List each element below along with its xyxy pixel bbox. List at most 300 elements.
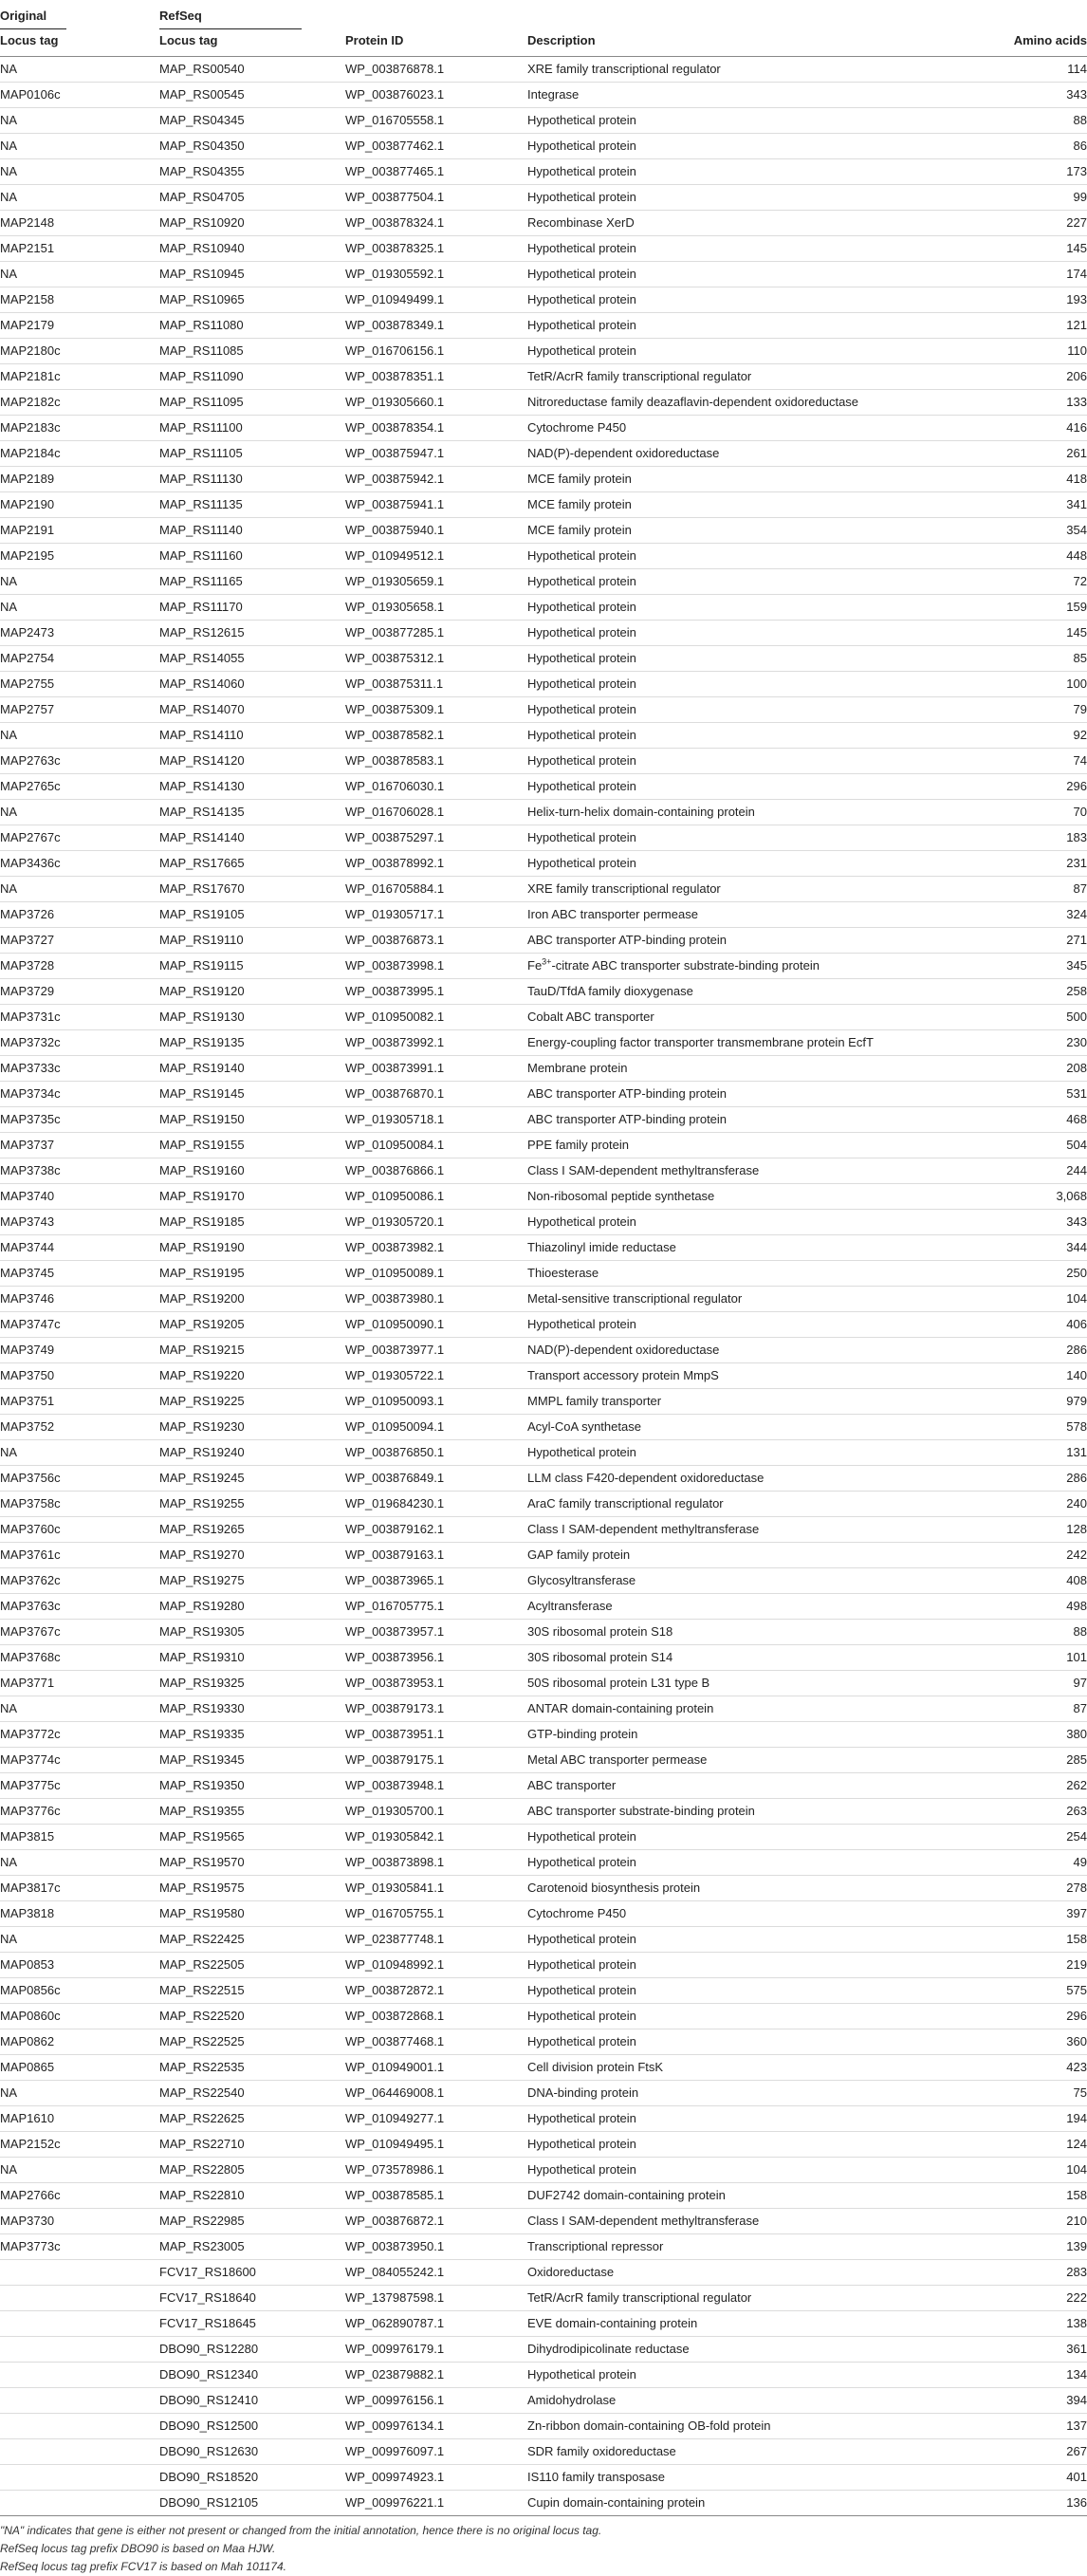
refseq-locus-cell: MAP_RS17670 bbox=[159, 877, 345, 902]
refseq-locus-cell: MAP_RS10940 bbox=[159, 236, 345, 262]
original-locus-cell: MAP3732c bbox=[0, 1030, 159, 1056]
table-row bbox=[0, 1517, 1087, 1543]
protein-id-cell: WP_003873948.1 bbox=[345, 1773, 527, 1799]
table-row bbox=[0, 1901, 1087, 1927]
description-cell: Helix-turn-helix domain-containing protein bbox=[527, 800, 1005, 825]
refseq-locus-cell: DBO90_RS12280 bbox=[159, 2337, 345, 2363]
description-cell: ABC transporter ATP-binding protein bbox=[527, 1107, 1005, 1133]
table-row bbox=[0, 441, 1087, 467]
amino-acids-cell: 87 bbox=[1005, 877, 1087, 902]
table-row bbox=[0, 1133, 1087, 1158]
refseq-locus-cell: MAP_RS19190 bbox=[159, 1235, 345, 1261]
amino-acids-cell: 137 bbox=[1005, 2414, 1087, 2439]
refseq-locus-cell: MAP_RS14055 bbox=[159, 646, 345, 672]
original-locus-cell: NA bbox=[0, 800, 159, 825]
refseq-locus-cell: MAP_RS11130 bbox=[159, 467, 345, 492]
amino-acids-cell: 267 bbox=[1005, 2439, 1087, 2465]
table-row bbox=[0, 1568, 1087, 1594]
table-row bbox=[0, 1543, 1087, 1568]
table-row bbox=[0, 518, 1087, 544]
refseq-locus-cell: MAP_RS22505 bbox=[159, 1953, 345, 1978]
table-row bbox=[0, 697, 1087, 723]
protein-id-cell: WP_003876866.1 bbox=[345, 1158, 527, 1184]
col-description: Description bbox=[527, 29, 1005, 57]
original-locus-cell: MAP2180c bbox=[0, 339, 159, 364]
table-row bbox=[0, 2106, 1087, 2132]
amino-acids-cell: 208 bbox=[1005, 1056, 1087, 1082]
table-row bbox=[0, 2209, 1087, 2234]
refseq-locus-cell: MAP_RS11095 bbox=[159, 390, 345, 416]
refseq-locus-cell: MAP_RS00545 bbox=[159, 83, 345, 108]
protein-id-cell: WP_003877285.1 bbox=[345, 621, 527, 646]
description-cell: TetR/AcrR family transcriptional regulator bbox=[527, 364, 1005, 390]
original-locus-cell: NA bbox=[0, 595, 159, 621]
amino-acids-cell: 231 bbox=[1005, 851, 1087, 877]
description-cell: 50S ribosomal protein L31 type B bbox=[527, 1671, 1005, 1696]
original-locus-cell: MAP3749 bbox=[0, 1338, 159, 1363]
refseq-locus-cell: MAP_RS19205 bbox=[159, 1312, 345, 1338]
amino-acids-cell: 145 bbox=[1005, 236, 1087, 262]
description-cell: Hypothetical protein bbox=[527, 595, 1005, 621]
refseq-locus-cell: MAP_RS22985 bbox=[159, 2209, 345, 2234]
description-cell: Class I SAM-dependent methyltransferase bbox=[527, 1158, 1005, 1184]
original-locus-cell: MAP3738c bbox=[0, 1158, 159, 1184]
table-row bbox=[0, 467, 1087, 492]
original-locus-cell: MAP3774c bbox=[0, 1748, 159, 1773]
table-row bbox=[0, 262, 1087, 287]
protein-id-cell: WP_019305717.1 bbox=[345, 902, 527, 928]
protein-id-cell: WP_003877504.1 bbox=[345, 185, 527, 211]
refseq-locus-cell: DBO90_RS12105 bbox=[159, 2491, 345, 2516]
original-locus-cell bbox=[0, 2363, 159, 2388]
amino-acids-cell: 345 bbox=[1005, 954, 1087, 979]
group-original-label: Original bbox=[0, 6, 66, 29]
amino-acids-cell: 72 bbox=[1005, 569, 1087, 595]
table-body bbox=[0, 57, 1087, 2516]
protein-id-cell: WP_062890787.1 bbox=[345, 2311, 527, 2337]
original-locus-cell: MAP1610 bbox=[0, 2106, 159, 2132]
refseq-locus-cell: DBO90_RS12410 bbox=[159, 2388, 345, 2414]
amino-acids-cell: 296 bbox=[1005, 774, 1087, 800]
amino-acids-cell: 97 bbox=[1005, 1671, 1087, 1696]
original-locus-cell: NA bbox=[0, 723, 159, 749]
description-cell: Cytochrome P450 bbox=[527, 416, 1005, 441]
amino-acids-cell: 271 bbox=[1005, 928, 1087, 954]
original-locus-cell: MAP2151 bbox=[0, 236, 159, 262]
refseq-locus-cell: MAP_RS22425 bbox=[159, 1927, 345, 1953]
original-locus-cell: MAP2757 bbox=[0, 697, 159, 723]
table-row bbox=[0, 364, 1087, 390]
amino-acids-cell: 468 bbox=[1005, 1107, 1087, 1133]
refseq-locus-cell: FCV17_RS18645 bbox=[159, 2311, 345, 2337]
description-cell: Hypothetical protein bbox=[527, 851, 1005, 877]
description-cell: Hypothetical protein bbox=[527, 569, 1005, 595]
protein-id-cell: WP_003873950.1 bbox=[345, 2234, 527, 2260]
table-row bbox=[0, 2158, 1087, 2183]
refseq-locus-cell: MAP_RS19325 bbox=[159, 1671, 345, 1696]
refseq-locus-cell: MAP_RS14135 bbox=[159, 800, 345, 825]
amino-acids-cell: 380 bbox=[1005, 1722, 1087, 1748]
table-row bbox=[0, 211, 1087, 236]
refseq-locus-cell: MAP_RS19145 bbox=[159, 1082, 345, 1107]
table-row bbox=[0, 1722, 1087, 1748]
table-row bbox=[0, 2388, 1087, 2414]
original-locus-cell: MAP2754 bbox=[0, 646, 159, 672]
original-locus-cell: MAP3743 bbox=[0, 1210, 159, 1235]
description-cell: Hypothetical protein bbox=[527, 313, 1005, 339]
table-row bbox=[0, 416, 1087, 441]
amino-acids-cell: 85 bbox=[1005, 646, 1087, 672]
amino-acids-cell: 500 bbox=[1005, 1005, 1087, 1030]
protein-id-cell: WP_010949277.1 bbox=[345, 2106, 527, 2132]
table-row bbox=[0, 723, 1087, 749]
original-locus-cell: NA bbox=[0, 108, 159, 134]
refseq-locus-cell: MAP_RS14130 bbox=[159, 774, 345, 800]
description-cell: 30S ribosomal protein S18 bbox=[527, 1620, 1005, 1645]
protein-id-cell: WP_010948992.1 bbox=[345, 1953, 527, 1978]
amino-acids-cell: 158 bbox=[1005, 2183, 1087, 2209]
original-locus-cell: MAP2767c bbox=[0, 825, 159, 851]
table-row bbox=[0, 1594, 1087, 1620]
refseq-locus-cell: MAP_RS11100 bbox=[159, 416, 345, 441]
original-locus-cell: NA bbox=[0, 62, 18, 76]
refseq-locus-cell: MAP_RS11090 bbox=[159, 364, 345, 390]
protein-id-cell: WP_073578986.1 bbox=[345, 2158, 527, 2183]
original-locus-cell: MAP2182c bbox=[0, 390, 159, 416]
original-locus-cell: NA bbox=[0, 2081, 159, 2106]
amino-acids-cell: 174 bbox=[1005, 262, 1087, 287]
protein-id-cell: WP_010949495.1 bbox=[345, 2132, 527, 2158]
description-cell: Hypothetical protein bbox=[527, 159, 1005, 185]
table-row bbox=[0, 1389, 1087, 1415]
protein-id-cell: WP_023879882.1 bbox=[345, 2363, 527, 2388]
table-row bbox=[0, 1850, 1087, 1876]
refseq-locus-cell: MAP_RS19160 bbox=[159, 1158, 345, 1184]
protein-id-cell: WP_019305722.1 bbox=[345, 1363, 527, 1389]
refseq-locus-cell: MAP_RS19120 bbox=[159, 979, 345, 1005]
table-row bbox=[0, 108, 1087, 134]
description-cell: Hypothetical protein bbox=[527, 236, 1005, 262]
original-locus-cell: MAP3758c bbox=[0, 1492, 159, 1517]
original-locus-cell: MAP2763c bbox=[0, 749, 159, 774]
table-row bbox=[0, 2183, 1087, 2209]
description-cell: SDR family oxidoreductase bbox=[527, 2439, 1005, 2465]
refseq-locus-cell: MAP_RS11160 bbox=[159, 544, 345, 569]
amino-acids-cell: 219 bbox=[1005, 1953, 1087, 1978]
amino-acids-cell: 100 bbox=[1005, 672, 1087, 697]
protein-id-cell: WP_019305842.1 bbox=[345, 1825, 527, 1850]
protein-id-cell: WP_003876870.1 bbox=[345, 1082, 527, 1107]
table-row bbox=[0, 1620, 1087, 1645]
refseq-locus-cell: MAP_RS19155 bbox=[159, 1133, 345, 1158]
refseq-locus-cell: MAP_RS22515 bbox=[159, 1978, 345, 2004]
amino-acids-cell: 110 bbox=[1005, 339, 1087, 364]
original-locus-cell: MAP0865 bbox=[0, 2055, 159, 2081]
refseq-locus-cell: MAP_RS12615 bbox=[159, 621, 345, 646]
description-cell: IS110 family transposase bbox=[527, 2465, 1005, 2491]
description-cell: Glycosyltransferase bbox=[527, 1568, 1005, 1594]
protein-id-cell: WP_010950089.1 bbox=[345, 1261, 527, 1287]
refseq-locus-cell: MAP_RS04355 bbox=[159, 159, 345, 185]
amino-acids-cell: 263 bbox=[1005, 1799, 1087, 1825]
amino-acids-cell: 531 bbox=[1005, 1082, 1087, 1107]
amino-acids-cell: 278 bbox=[1005, 1876, 1087, 1901]
amino-acids-cell: 341 bbox=[1005, 492, 1087, 518]
protein-id-cell: WP_003872872.1 bbox=[345, 1978, 527, 2004]
description-cell: AraC family transcriptional regulator bbox=[527, 1492, 1005, 1517]
description-cell: Hypothetical protein bbox=[527, 262, 1005, 287]
protein-id-cell: WP_003873957.1 bbox=[345, 1620, 527, 1645]
protein-id-cell: WP_003873992.1 bbox=[345, 1030, 527, 1056]
refseq-locus-cell: MAP_RS19135 bbox=[159, 1030, 345, 1056]
description-cell: Hypothetical protein bbox=[527, 2132, 1005, 2158]
description-cell: ABC transporter ATP-binding protein bbox=[527, 1082, 1005, 1107]
refseq-locus-cell: MAP_RS23005 bbox=[159, 2234, 345, 2260]
table-row bbox=[0, 1876, 1087, 1901]
table-row bbox=[0, 851, 1087, 877]
protein-id-cell: WP_003878585.1 bbox=[345, 2183, 527, 2209]
amino-acids-cell: 286 bbox=[1005, 1338, 1087, 1363]
table-row bbox=[0, 1363, 1087, 1389]
table-row bbox=[0, 1261, 1087, 1287]
amino-acids-cell: 124 bbox=[1005, 2132, 1087, 2158]
refseq-locus-cell: MAP_RS14120 bbox=[159, 749, 345, 774]
refseq-locus-cell: MAP_RS19140 bbox=[159, 1056, 345, 1082]
table-row bbox=[0, 1005, 1087, 1030]
description-cell: Iron ABC transporter permease bbox=[527, 902, 1005, 928]
refseq-locus-cell: MAP_RS19225 bbox=[159, 1389, 345, 1415]
refseq-locus-cell: MAP_RS11080 bbox=[159, 313, 345, 339]
col-amino-acids: Amino acids bbox=[1005, 29, 1087, 57]
refseq-locus-cell: MAP_RS11140 bbox=[159, 518, 345, 544]
original-locus-cell: NA bbox=[0, 1927, 159, 1953]
table-row bbox=[0, 2260, 1087, 2286]
original-locus-cell: MAP3740 bbox=[0, 1184, 159, 1210]
protein-id-cell: WP_003876873.1 bbox=[345, 928, 527, 954]
protein-id-cell: WP_003875309.1 bbox=[345, 697, 527, 723]
original-locus-cell bbox=[0, 2311, 159, 2337]
footnote-dbo90: RefSeq locus tag prefix DBO90 is based on Maa HJW. bbox=[0, 2542, 276, 2555]
original-locus-cell: MAP3733c bbox=[0, 1056, 159, 1082]
amino-acids-cell: 250 bbox=[1005, 1261, 1087, 1287]
protein-id-cell: WP_019305841.1 bbox=[345, 1876, 527, 1901]
description-cell: TetR/AcrR family transcriptional regulator bbox=[527, 2286, 1005, 2311]
original-locus-cell: MAP0853 bbox=[0, 1953, 159, 1978]
protein-id-cell: WP_003875297.1 bbox=[345, 825, 527, 851]
refseq-locus-cell: FCV17_RS18600 bbox=[159, 2260, 345, 2286]
original-locus-cell: MAP3815 bbox=[0, 1825, 159, 1850]
description-cell: Hypothetical protein bbox=[527, 2029, 1005, 2055]
original-locus-cell: MAP3726 bbox=[0, 902, 159, 928]
description-cell: ANTAR domain-containing protein bbox=[527, 1696, 1005, 1722]
table-row bbox=[0, 2004, 1087, 2029]
protein-id-cell: WP_009976156.1 bbox=[345, 2388, 527, 2414]
description-cell: Hypothetical protein bbox=[527, 825, 1005, 851]
original-locus-cell: MAP3727 bbox=[0, 928, 159, 954]
original-locus-cell: NA bbox=[0, 159, 159, 185]
refseq-locus-cell: DBO90_RS12630 bbox=[159, 2439, 345, 2465]
description-cell: XRE family transcriptional regulator bbox=[527, 877, 1005, 902]
amino-acids-cell: 158 bbox=[1005, 1927, 1087, 1953]
amino-acids-cell: 92 bbox=[1005, 723, 1087, 749]
protein-id-cell: WP_016706156.1 bbox=[345, 339, 527, 364]
table-row bbox=[0, 800, 1087, 825]
description-cell: Hypothetical protein bbox=[527, 1312, 1005, 1338]
protein-id-cell: WP_010950090.1 bbox=[345, 1312, 527, 1338]
amino-acids-cell: 121 bbox=[1005, 313, 1087, 339]
refseq-locus-cell: MAP_RS10945 bbox=[159, 262, 345, 287]
protein-id-cell: WP_003873953.1 bbox=[345, 1671, 527, 1696]
protein-id-cell: WP_003875312.1 bbox=[345, 646, 527, 672]
table-row bbox=[0, 1748, 1087, 1773]
original-locus-cell: MAP2158 bbox=[0, 287, 159, 313]
amino-acids-cell: 258 bbox=[1005, 979, 1087, 1005]
refseq-locus-cell: MAP_RS22540 bbox=[159, 2081, 345, 2106]
refseq-locus-cell: MAP_RS11165 bbox=[159, 569, 345, 595]
amino-acids-cell: 416 bbox=[1005, 416, 1087, 441]
original-locus-cell: MAP3750 bbox=[0, 1363, 159, 1389]
amino-acids-cell: 79 bbox=[1005, 697, 1087, 723]
protein-id-cell: WP_019305658.1 bbox=[345, 595, 527, 621]
amino-acids-cell: 504 bbox=[1005, 1133, 1087, 1158]
protein-id-cell: WP_003876878.1 bbox=[345, 62, 445, 76]
table-row bbox=[0, 1671, 1087, 1696]
amino-acids-cell: 75 bbox=[1005, 2081, 1087, 2106]
table-row bbox=[0, 134, 1087, 159]
description-cell: Recombinase XerD bbox=[527, 211, 1005, 236]
table-row bbox=[0, 928, 1087, 954]
refseq-locus-cell: FCV17_RS18640 bbox=[159, 2286, 345, 2311]
table-row bbox=[0, 185, 1087, 211]
protein-id-cell: WP_003873977.1 bbox=[345, 1338, 527, 1363]
description-cell: Amidohydrolase bbox=[527, 2388, 1005, 2414]
protein-id-cell: WP_019305720.1 bbox=[345, 1210, 527, 1235]
original-locus-cell: MAP2152c bbox=[0, 2132, 159, 2158]
refseq-locus-cell: MAP_RS19150 bbox=[159, 1107, 345, 1133]
amino-acids-cell: 136 bbox=[1005, 2491, 1087, 2516]
amino-acids-cell: 101 bbox=[1005, 1645, 1087, 1671]
header-group-refseq bbox=[159, 0, 345, 29]
original-locus-cell: MAP2195 bbox=[0, 544, 159, 569]
refseq-locus-cell: MAP_RS19565 bbox=[159, 1825, 345, 1850]
original-locus-cell: MAP2473 bbox=[0, 621, 159, 646]
table-row bbox=[0, 1799, 1087, 1825]
description-cell: Cobalt ABC transporter bbox=[527, 1005, 1005, 1030]
original-locus-cell: MAP3773c bbox=[0, 2234, 159, 2260]
refseq-locus-cell: MAP_RS19330 bbox=[159, 1696, 345, 1722]
protein-id-cell: WP_003879173.1 bbox=[345, 1696, 527, 1722]
refseq-locus-cell: MAP_RS14070 bbox=[159, 697, 345, 723]
protein-id-cell: WP_003875947.1 bbox=[345, 441, 527, 467]
description-cell: Energy-coupling factor transporter transmembrane protein EcfT bbox=[527, 1030, 1005, 1056]
table-row bbox=[0, 1466, 1087, 1492]
description-cell: MCE family protein bbox=[527, 518, 1005, 544]
protein-id-cell: WP_003873991.1 bbox=[345, 1056, 527, 1082]
original-locus-cell: MAP2190 bbox=[0, 492, 159, 518]
original-locus-cell bbox=[0, 2388, 159, 2414]
amino-acids-cell: 87 bbox=[1005, 1696, 1087, 1722]
original-locus-cell: MAP3745 bbox=[0, 1261, 159, 1287]
description-cell: Hypothetical protein bbox=[527, 1978, 1005, 2004]
refseq-locus-cell: MAP_RS19310 bbox=[159, 1645, 345, 1671]
amino-acids-cell: 230 bbox=[1005, 1030, 1087, 1056]
amino-acids-cell: 183 bbox=[1005, 825, 1087, 851]
protein-id-cell: WP_016705558.1 bbox=[345, 108, 527, 134]
original-locus-cell: MAP3775c bbox=[0, 1773, 159, 1799]
amino-acids-cell: 286 bbox=[1005, 1466, 1087, 1492]
amino-acids-cell: 227 bbox=[1005, 211, 1087, 236]
original-locus-cell: MAP3731c bbox=[0, 1005, 159, 1030]
original-locus-cell: MAP3767c bbox=[0, 1620, 159, 1645]
amino-acids-cell: 296 bbox=[1005, 2004, 1087, 2029]
refseq-locus-cell: MAP_RS10965 bbox=[159, 287, 345, 313]
refseq-locus-cell: MAP_RS04705 bbox=[159, 185, 345, 211]
original-locus-cell: MAP3768c bbox=[0, 1645, 159, 1671]
original-locus-cell bbox=[0, 2260, 159, 2286]
description-cell: MCE family protein bbox=[527, 492, 1005, 518]
refseq-locus-cell: MAP_RS11105 bbox=[159, 441, 345, 467]
table-row bbox=[0, 2311, 1087, 2337]
protein-id-cell: WP_019305700.1 bbox=[345, 1799, 527, 1825]
protein-id-cell: WP_003877465.1 bbox=[345, 159, 527, 185]
amino-acids-cell: 173 bbox=[1005, 159, 1087, 185]
original-locus-cell: MAP3818 bbox=[0, 1901, 159, 1927]
original-locus-cell: MAP3817c bbox=[0, 1876, 159, 1901]
protein-id-cell: WP_003873998.1 bbox=[345, 954, 527, 979]
description-cell: TauD/TfdA family dioxygenase bbox=[527, 979, 1005, 1005]
refseq-locus-cell: MAP_RS22810 bbox=[159, 2183, 345, 2209]
original-locus-cell bbox=[0, 2414, 159, 2439]
description-cell: Hypothetical protein bbox=[527, 774, 1005, 800]
original-locus-cell: NA bbox=[0, 569, 159, 595]
amino-acids-cell: 131 bbox=[1005, 1440, 1087, 1466]
original-locus-cell bbox=[0, 2465, 159, 2491]
description-cell: Hypothetical protein bbox=[527, 697, 1005, 723]
original-locus-cell: MAP2181c bbox=[0, 364, 159, 390]
refseq-locus-cell: MAP_RS19110 bbox=[159, 928, 345, 954]
amino-acids-cell: 262 bbox=[1005, 1773, 1087, 1799]
description-cell: Hypothetical protein bbox=[527, 749, 1005, 774]
original-locus-cell: MAP3734c bbox=[0, 1082, 159, 1107]
original-locus-cell: MAP3752 bbox=[0, 1415, 159, 1440]
refseq-locus-cell: MAP_RS22535 bbox=[159, 2055, 345, 2081]
original-locus-cell: NA bbox=[0, 2158, 159, 2183]
description-cell: Hypothetical protein bbox=[527, 134, 1005, 159]
amino-acids-cell: 324 bbox=[1005, 902, 1087, 928]
description-cell: Zn-ribbon domain-containing OB-fold protein bbox=[527, 2414, 1005, 2439]
refseq-locus-cell: MAP_RS14110 bbox=[159, 723, 345, 749]
amino-acids-cell: 88 bbox=[1005, 1620, 1087, 1645]
description-cell: Hypothetical protein bbox=[527, 672, 1005, 697]
amino-acids-cell: 283 bbox=[1005, 2260, 1087, 2286]
table-row bbox=[0, 313, 1087, 339]
refseq-locus-cell: MAP_RS17665 bbox=[159, 851, 345, 877]
table-row bbox=[0, 2465, 1087, 2491]
refseq-locus-cell: MAP_RS19275 bbox=[159, 1568, 345, 1594]
original-locus-cell: NA bbox=[0, 1440, 159, 1466]
footnotes bbox=[0, 2522, 1087, 2576]
refseq-locus-cell: MAP_RS11135 bbox=[159, 492, 345, 518]
table-row bbox=[0, 902, 1087, 928]
original-locus-cell: MAP3730 bbox=[0, 2209, 159, 2234]
table-row bbox=[0, 390, 1087, 416]
protein-id-cell: WP_003873951.1 bbox=[345, 1722, 527, 1748]
description-cell: Thiazolinyl imide reductase bbox=[527, 1235, 1005, 1261]
amino-acids-cell: 134 bbox=[1005, 2363, 1087, 2388]
amino-acids-cell: 138 bbox=[1005, 2311, 1087, 2337]
table-row bbox=[0, 2234, 1087, 2260]
description-cell: NAD(P)-dependent oxidoreductase bbox=[527, 441, 1005, 467]
